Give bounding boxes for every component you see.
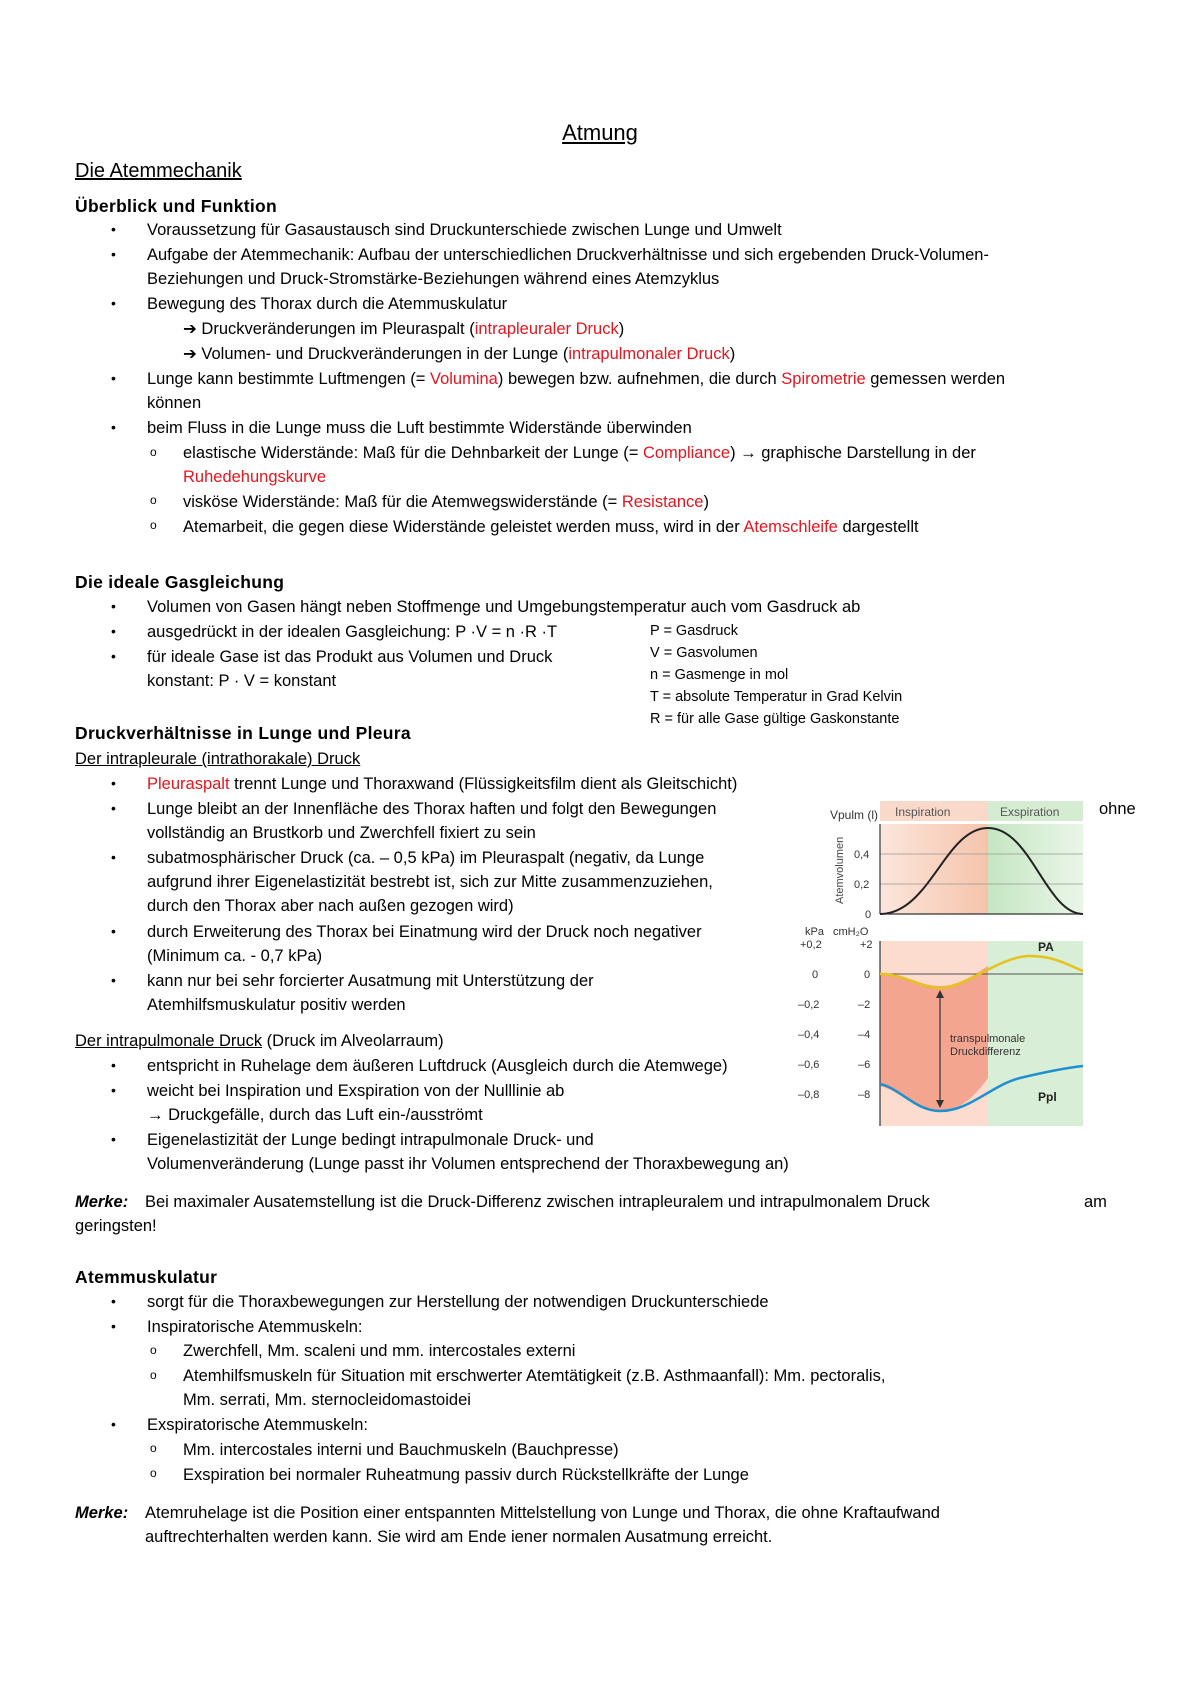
sub-item xyxy=(183,516,919,538)
merke-label: Merke: xyxy=(75,1504,129,1522)
sub-item-cont: Mm. serrati, Mm. sternocleidomastoidei xyxy=(183,1391,471,1409)
vol-insp-area xyxy=(880,824,988,914)
vol-label: Vpulm (l) xyxy=(830,808,879,822)
text: visköse Widerstände: Maß für die Atemwegswiderstände (= xyxy=(183,493,622,511)
list-item xyxy=(147,368,1005,390)
pressure-volume-figure xyxy=(790,796,1100,1136)
list-item: kann nur bei sehr forcierter Ausatmung mit Unterstützung der xyxy=(147,972,594,990)
bullet-icon: • xyxy=(111,1293,116,1309)
term-intrapleural: intrapleuraler Druck xyxy=(474,320,619,338)
cm-tick: 0 xyxy=(864,969,871,981)
arrow-text: ➔ Druckveränderungen im Pleuraspalt ( xyxy=(183,320,475,338)
list-item: Voraussetzung für Gasaustausch sind Druckunterschiede zwischen Lunge und Umwelt xyxy=(147,221,782,239)
bullet-icon: • xyxy=(111,598,116,614)
list-item-end: ohne xyxy=(1099,800,1136,818)
list-item-cont: Beziehungen und Druck-Stromstärke-Beziehungen während eines Atemzyklus xyxy=(147,270,720,288)
circle-bullet-icon: o xyxy=(150,493,157,507)
list-item-cont: aufgrund ihrer Eigenelastizität bestrebt ist, sich zur Mitte zusammenzuziehen, xyxy=(147,873,713,891)
list-item-cont: können xyxy=(147,394,202,412)
cm-tick: +2 xyxy=(860,939,873,951)
list-item: entspricht in Ruhelage dem äußeren Luftdruck (Ausgleich durch die Atemwege) xyxy=(147,1057,728,1075)
text: Lunge kann bestimmte Luftmengen (= xyxy=(147,370,430,388)
circle-bullet-icon: o xyxy=(150,518,157,532)
text: Atemarbeit, die gegen diese Widerstände geleistet werden muss, wird in der xyxy=(183,518,744,536)
bullet-icon: • xyxy=(111,648,116,664)
legend-gasvolumen: V = Gasvolumen xyxy=(650,645,758,661)
subheading-intrapulmonal xyxy=(75,1030,444,1052)
kpa-tick: –0,2 xyxy=(798,999,820,1011)
term-resistance: Resistance xyxy=(621,493,704,511)
list-item-cont: durch den Thorax aber nach außen gezogen wird) xyxy=(147,897,514,915)
legend-gaskonstante: R = für alle Gase gültige Gaskonstante xyxy=(650,711,900,727)
list-item: Eigenelastizität der Lunge bedingt intrapulmonale Druck- und xyxy=(147,1131,594,1149)
circle-bullet-icon: o xyxy=(150,445,157,459)
sub-item: Zwerchfell, Mm. scaleni und mm. intercostales externi xyxy=(183,1342,576,1360)
vol-axis-label: Atemvolumen xyxy=(834,836,846,904)
transpulmonal-label-2: Druckdifferenz xyxy=(950,1046,1021,1058)
kpa-tick: –0,4 xyxy=(798,1029,820,1041)
kpa-tick: –0,8 xyxy=(798,1089,820,1101)
kpa-tick: 0 xyxy=(812,969,819,981)
term-compliance: Compliance xyxy=(642,444,731,462)
subheading-ueberblick: Überblick und Funktion xyxy=(75,196,278,216)
bullet-icon: • xyxy=(111,1416,116,1432)
sub-item xyxy=(183,491,709,513)
list-item-cont: → Druckgefälle, durch das Luft ein-/ausströmt xyxy=(147,1106,483,1124)
ppl-label: Ppl xyxy=(1038,1090,1057,1104)
list-item: sorgt für die Thoraxbewegungen zur Herstellung der notwendigen Druckunterschiede xyxy=(147,1293,769,1311)
vol-tick-02: 0,2 xyxy=(854,879,870,891)
bullet-icon: • xyxy=(111,972,116,988)
term-pleuraspalt: Pleuraspalt xyxy=(147,775,230,793)
list-item-cont: vollständig an Brustkorb und Zwerchfell fixiert zu sein xyxy=(147,824,536,842)
section-heading-atemmechanik: Die Atemmechanik xyxy=(75,160,242,182)
list-item: Bewegung des Thorax durch die Atemmuskulatur xyxy=(147,295,508,313)
list-item: durch Erweiterung des Thorax bei Einatmung wird der Druck noch negativer xyxy=(147,923,702,941)
list-item-cont: konstant: P · V = konstant xyxy=(147,672,337,690)
merke-label: Merke: xyxy=(75,1193,129,1211)
bullet-icon: • xyxy=(111,849,116,865)
text: Der intrapulmonale Druck xyxy=(75,1032,263,1050)
bullet-icon: • xyxy=(111,775,116,791)
text: elastische Widerstände: Maß für die Dehnbarkeit der Lunge (= xyxy=(183,444,643,462)
bullet-icon: • xyxy=(111,1318,116,1334)
bullet-icon: • xyxy=(111,370,116,386)
bullet-icon: • xyxy=(111,800,116,816)
phase-exsp-label: Exspiration xyxy=(1000,805,1060,819)
unit-cmh2o: cmH₂O xyxy=(833,926,869,938)
legend-temperatur: T = absolute Temperatur in Grad Kelvin xyxy=(650,689,903,705)
bullet-icon: • xyxy=(111,623,116,639)
bullet-icon: • xyxy=(111,1131,116,1147)
term-atemschleife: Atemschleife xyxy=(743,518,838,536)
sub-item xyxy=(183,442,976,464)
list-item: Aufgabe der Atemmechanik: Aufbau der unterschiedlichen Druckverhältnisse und sich ergebenden Druck-Volumen- xyxy=(147,246,989,264)
bullet-icon: • xyxy=(111,1082,116,1098)
vol-tick-04: 0,4 xyxy=(854,849,870,861)
bullet-icon: • xyxy=(111,295,116,311)
text: ) xyxy=(703,493,709,511)
text: dargestellt xyxy=(837,518,919,536)
legend-gasdruck: P = Gasdruck xyxy=(650,623,738,639)
vol-tick-0: 0 xyxy=(865,909,872,921)
sub-item: Exspiration bei normaler Ruheatmung passiv durch Rückstellkräfte der Lunge xyxy=(183,1466,749,1484)
subheading-druckverhaeltnisse: Druckverhältnisse in Lunge und Pleura xyxy=(75,723,411,743)
list-item: Inspiratorische Atemmuskeln: xyxy=(147,1318,363,1336)
term-volumina: Volumina xyxy=(429,370,498,388)
term-intrapulmonal: intrapulmonaler Druck xyxy=(568,345,730,363)
merke-text-cont: auftrechterhalten werden kann. Sie wird am Ende iener normalen Ausatmung erreicht. xyxy=(145,1528,773,1546)
bullet-icon: • xyxy=(111,1057,116,1073)
pa-label: PA xyxy=(1038,940,1054,954)
transpulmonal-label-1: transpulmonale xyxy=(950,1033,1026,1045)
kpa-tick: –0,6 xyxy=(798,1059,820,1071)
text: (Druck im Alveolarraum) xyxy=(262,1032,444,1050)
circle-bullet-icon: o xyxy=(150,1343,157,1357)
arrow-text: ) xyxy=(729,345,736,363)
list-item: Lunge bleibt an der Innenfläche des Thorax haften und folgt den Bewegungen xyxy=(147,800,717,818)
unit-kpa: kPa xyxy=(805,926,824,938)
list-item xyxy=(147,773,737,795)
sub-item: Mm. intercostales interni und Bauchmuskeln (Bauchpresse) xyxy=(183,1441,619,1459)
list-item: für ideale Gase ist das Produkt aus Volumen und Druck xyxy=(147,648,553,666)
cm-tick: –2 xyxy=(858,999,871,1011)
sub-item: Atemhilfsmuskeln für Situation mit erschwerter Atemtätigkeit (z.B. Asthmaanfall): Mm. pectoralis, xyxy=(183,1367,886,1385)
term-spirometrie: Spirometrie xyxy=(781,370,866,388)
text: gemessen werden xyxy=(865,370,1006,388)
merke-text: Bei maximaler Ausatemstellung ist die Druck-Differenz zwischen intrapleuralem und intrapulmonalem Druck xyxy=(145,1193,930,1211)
arrow-text: ➔ Volumen- und Druckveränderungen in der Lunge ( xyxy=(183,345,569,363)
circle-bullet-icon: o xyxy=(150,1441,157,1455)
arrow-item xyxy=(183,343,735,365)
legend-gasmenge: n = Gasmenge in mol xyxy=(650,667,789,683)
bullet-icon: • xyxy=(111,419,116,435)
phase-insp-label: Inspiration xyxy=(895,805,951,819)
merke-text: Atemruhelage ist die Position einer entspannten Mittelstellung von Lunge und Thorax, die ohne Kraftaufwand xyxy=(145,1504,940,1522)
page-title: Atmung xyxy=(562,120,638,145)
list-item: subatmosphärischer Druck (ca. – 0,5 kPa) im Pleuraspalt (negativ, da Lunge xyxy=(147,849,705,867)
cm-tick: –6 xyxy=(858,1059,871,1071)
merke-text-end: am xyxy=(1084,1193,1107,1211)
circle-bullet-icon: o xyxy=(150,1368,157,1382)
cm-tick: –4 xyxy=(858,1029,871,1041)
bullet-icon: • xyxy=(111,923,116,939)
merke-text-cont: geringsten! xyxy=(75,1217,157,1235)
kpa-tick: +0,2 xyxy=(800,939,822,951)
text: ) → graphische Darstellung in der xyxy=(730,444,976,462)
circle-bullet-icon: o xyxy=(150,1466,157,1480)
list-item: beim Fluss in die Lunge muss die Luft bestimmte Widerstände überwinden xyxy=(147,419,692,437)
text: ) bewegen bzw. aufnehmen, die durch xyxy=(497,370,782,388)
subheading-intrapleural: Der intrapleurale (intrathorakale) Druck xyxy=(75,750,361,768)
bullet-icon: • xyxy=(111,221,116,237)
list-item-cont: Volumenveränderung (Lunge passt ihr Volumen entsprechend der Thoraxbewegung an) xyxy=(147,1155,789,1173)
cm-tick: –8 xyxy=(858,1089,871,1101)
list-item: Exspiratorische Atemmuskeln: xyxy=(147,1416,369,1434)
term-ruhedehungskurve: Ruhedehungskurve xyxy=(183,468,327,486)
list-item-cont: (Minimum ca. - 0,7 kPa) xyxy=(147,947,323,965)
text: trennt Lunge und Thoraxwand (Flüssigkeitsfilm dient als Gleitschicht) xyxy=(229,775,738,793)
bullet-icon: • xyxy=(111,246,116,262)
list-item: weicht bei Inspiration und Exspiration von der Nulllinie ab xyxy=(147,1082,565,1100)
arrow-text: ) xyxy=(618,320,625,338)
subheading-gasgleichung: Die ideale Gasgleichung xyxy=(75,572,285,592)
list-item-cont: Atemhilfsmuskulatur positiv werden xyxy=(147,996,406,1014)
list-item: Volumen von Gasen hängt neben Stoffmenge und Umgebungstemperatur auch vom Gasdruck ab xyxy=(147,598,861,616)
subheading-atemmuskulatur: Atemmuskulatur xyxy=(75,1267,218,1287)
list-item: ausgedrückt in der idealen Gasgleichung: P ·V = n ·R ·T xyxy=(147,623,558,641)
arrow-item xyxy=(183,318,624,340)
